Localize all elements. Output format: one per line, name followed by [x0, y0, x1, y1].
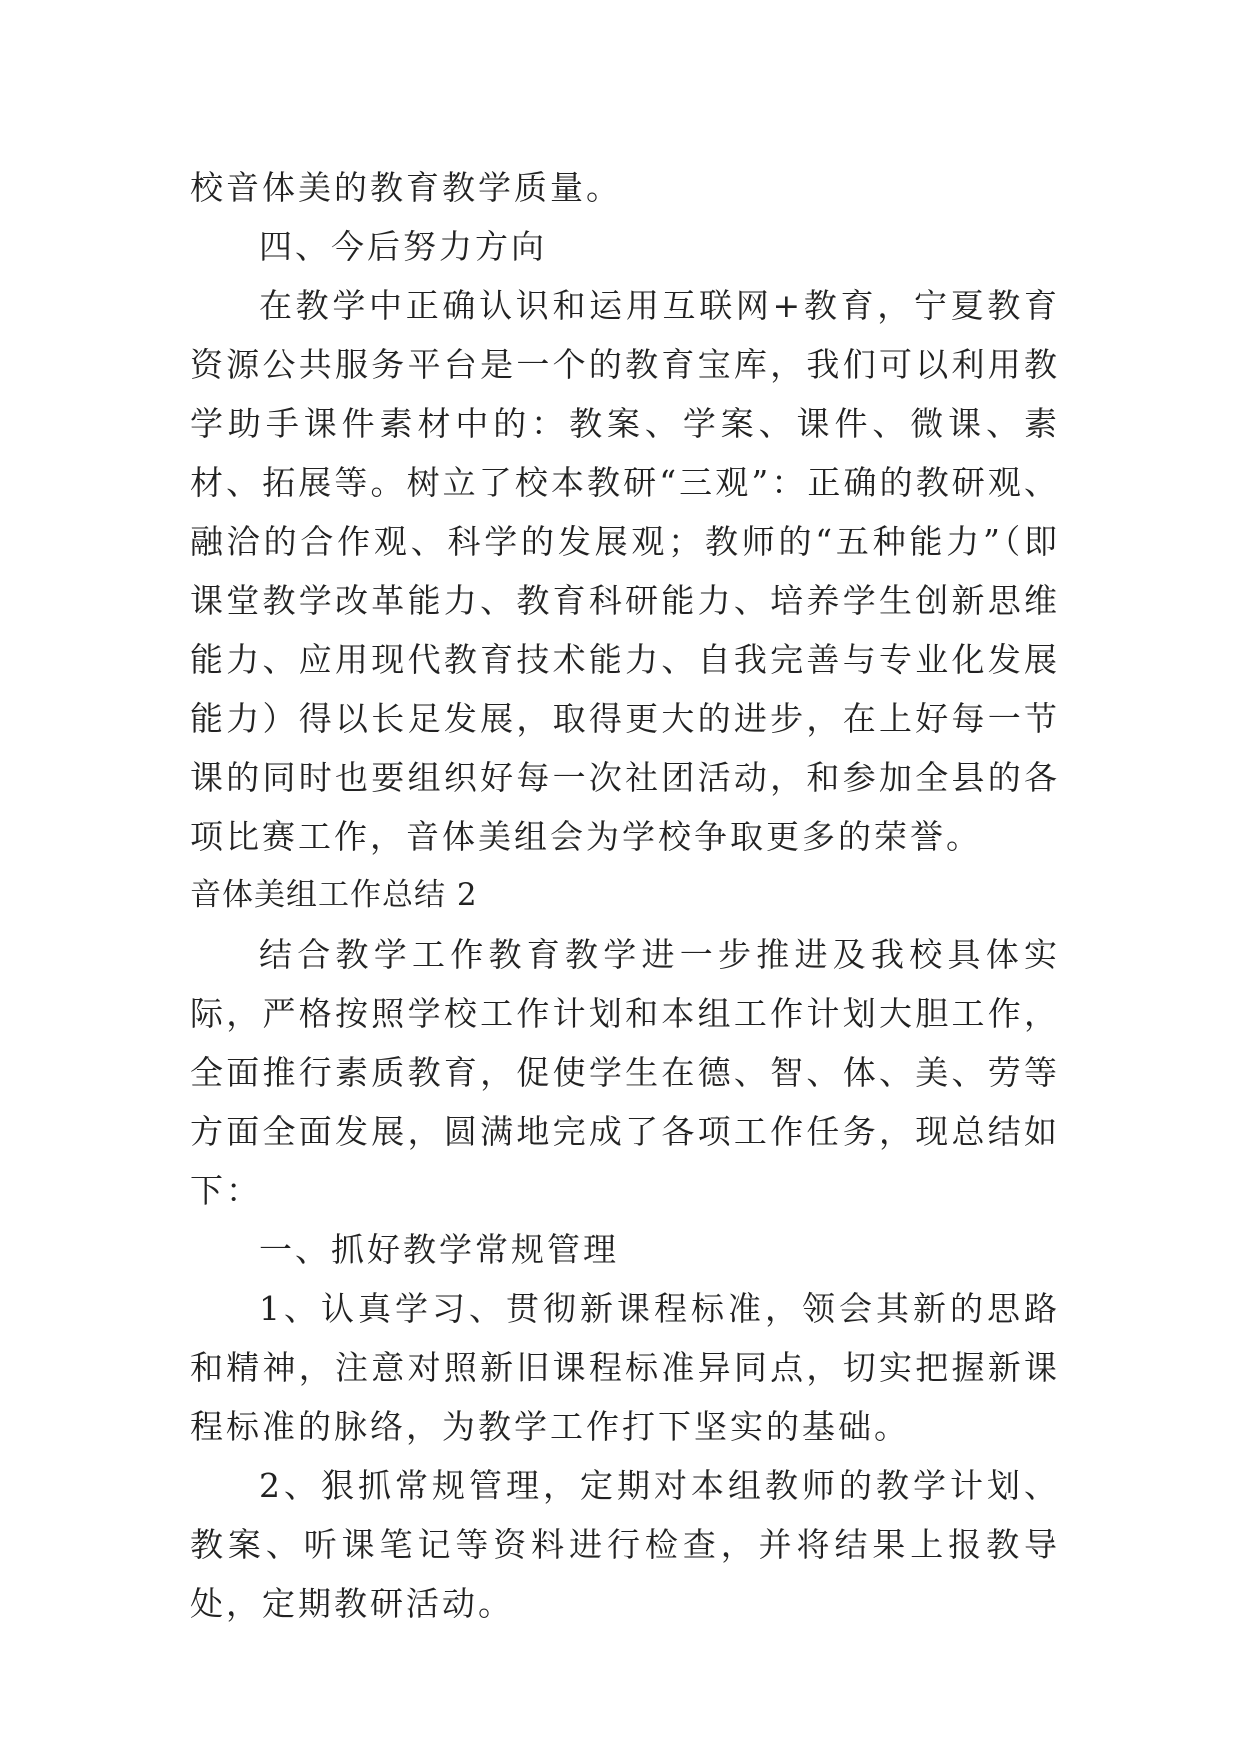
document-body: [190, 158, 1060, 1633]
paragraph-future-direction: 在教学中正确认识和运用互联网+教育，宁夏教育资源公共服务平台是一个的教育宝库，我们可以利用教学助手课件素材中的：教案、学案、课件、微课、素材、拓展等。树立了校本教研“三观”：正确的教研观、融洽的合作观、科学的发展观；教师的“五种能力”（即课堂教学改革能力、教育科研能力、培养学生创新思维能力、应用现代教育技术能力、自我完善与专业化发展能力）得以长足发展，取得更大的进步，在上好每一节课的同时也要组织好每一次社团活动，和参加全县的各项比赛工作，音体美组会为学校争取更多的荣誉。: [190, 286, 1060, 856]
paragraph-intro: 结合教学工作教育教学进一步推进及我校具体实际，严格按照学校工作计划和本组工作计划大胆工作，全面推行素质教育，促使学生在德、智、体、美、劳等方面全面发展，圆满地完成了各项工作任务，现总结如下：: [190, 935, 1060, 1210]
list-item-2: 2、狠抓常规管理，定期对本组教师的教学计划、教案、听课笔记等资料进行检查，并将结果上报教导处，定期教研活动。: [190, 1466, 1060, 1623]
list-item-1: 1、认真学习、贯彻新课程标准，领会其新的思路和精神，注意对照新旧课程标准异同点，切实把握新课程标准的脉络，为教学工作打下坚实的基础。: [190, 1289, 1060, 1446]
paragraph-continuation: 校音体美的教育教学质量。: [190, 168, 622, 207]
document-title-summary-2: 音体美组工作总结 2: [190, 877, 478, 913]
section-heading-future-direction: 四、今后努力方向: [259, 227, 547, 266]
section-heading-routine-management: 一、抓好教学常规管理: [259, 1230, 619, 1269]
